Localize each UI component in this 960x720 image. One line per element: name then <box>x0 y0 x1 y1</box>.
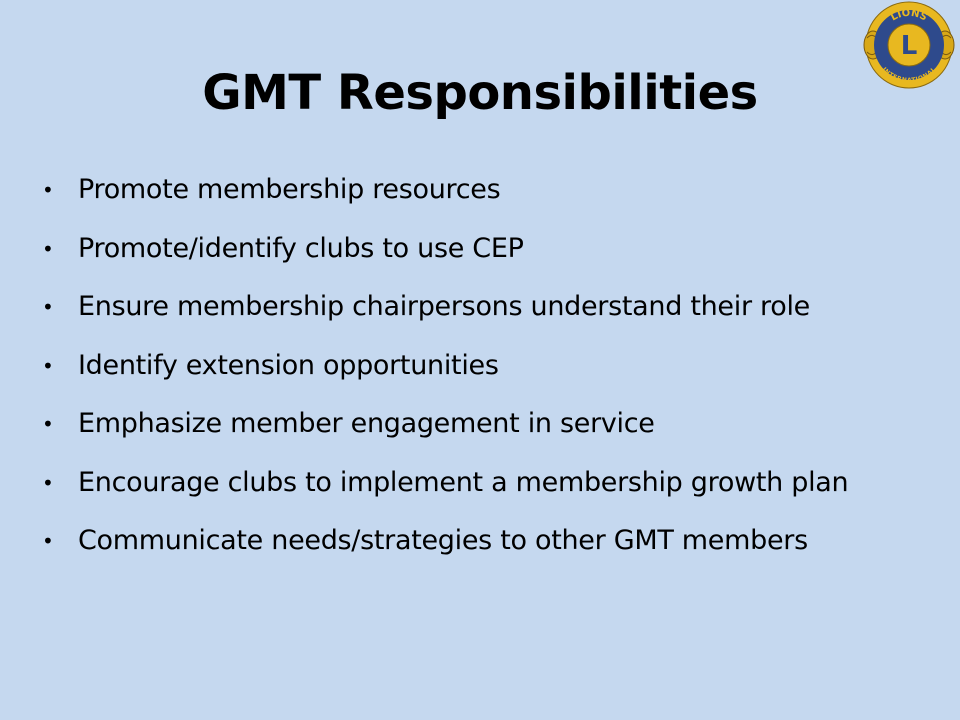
bullet-dot-icon: • <box>42 236 54 261</box>
bullet-dot-icon: • <box>42 295 54 319</box>
bullet-text: Encourage clubs to implement a membership growth plan <box>78 466 849 498</box>
bullet-dot-icon: • <box>42 412 54 436</box>
bullet-item <box>40 231 940 267</box>
bullet-item <box>40 348 940 384</box>
bullet-dot-icon: • <box>42 178 54 202</box>
bullet-item <box>40 523 940 559</box>
bullet-text: Promote/identify clubs to use CEP <box>78 232 524 264</box>
bullet-text: Promote membership resources <box>78 174 501 205</box>
bullet-text: Communicate needs/strategies to other GMT members <box>78 525 808 556</box>
bullet-list <box>40 172 940 582</box>
bullet-text: Emphasize member engagement in service <box>78 408 655 439</box>
bullet-dot-icon: • <box>42 470 54 495</box>
slide-title: GMT Responsibilities <box>202 65 758 121</box>
bullet-item <box>40 289 940 325</box>
logo-bottom-text: INTERNATIONAL <box>880 66 938 85</box>
bullet-item <box>40 172 940 208</box>
logo-top-text: LIONS <box>889 7 929 24</box>
bullet-dot-icon: • <box>42 353 54 378</box>
logo-center-letter: L <box>900 31 918 61</box>
bullet-dot-icon: • <box>42 529 54 553</box>
bullet-item <box>40 465 940 501</box>
bullet-item <box>40 406 940 442</box>
bullet-text: Identify extension opportunities <box>78 349 499 381</box>
bullet-text: Ensure membership chairpersons understand their role <box>78 291 810 322</box>
